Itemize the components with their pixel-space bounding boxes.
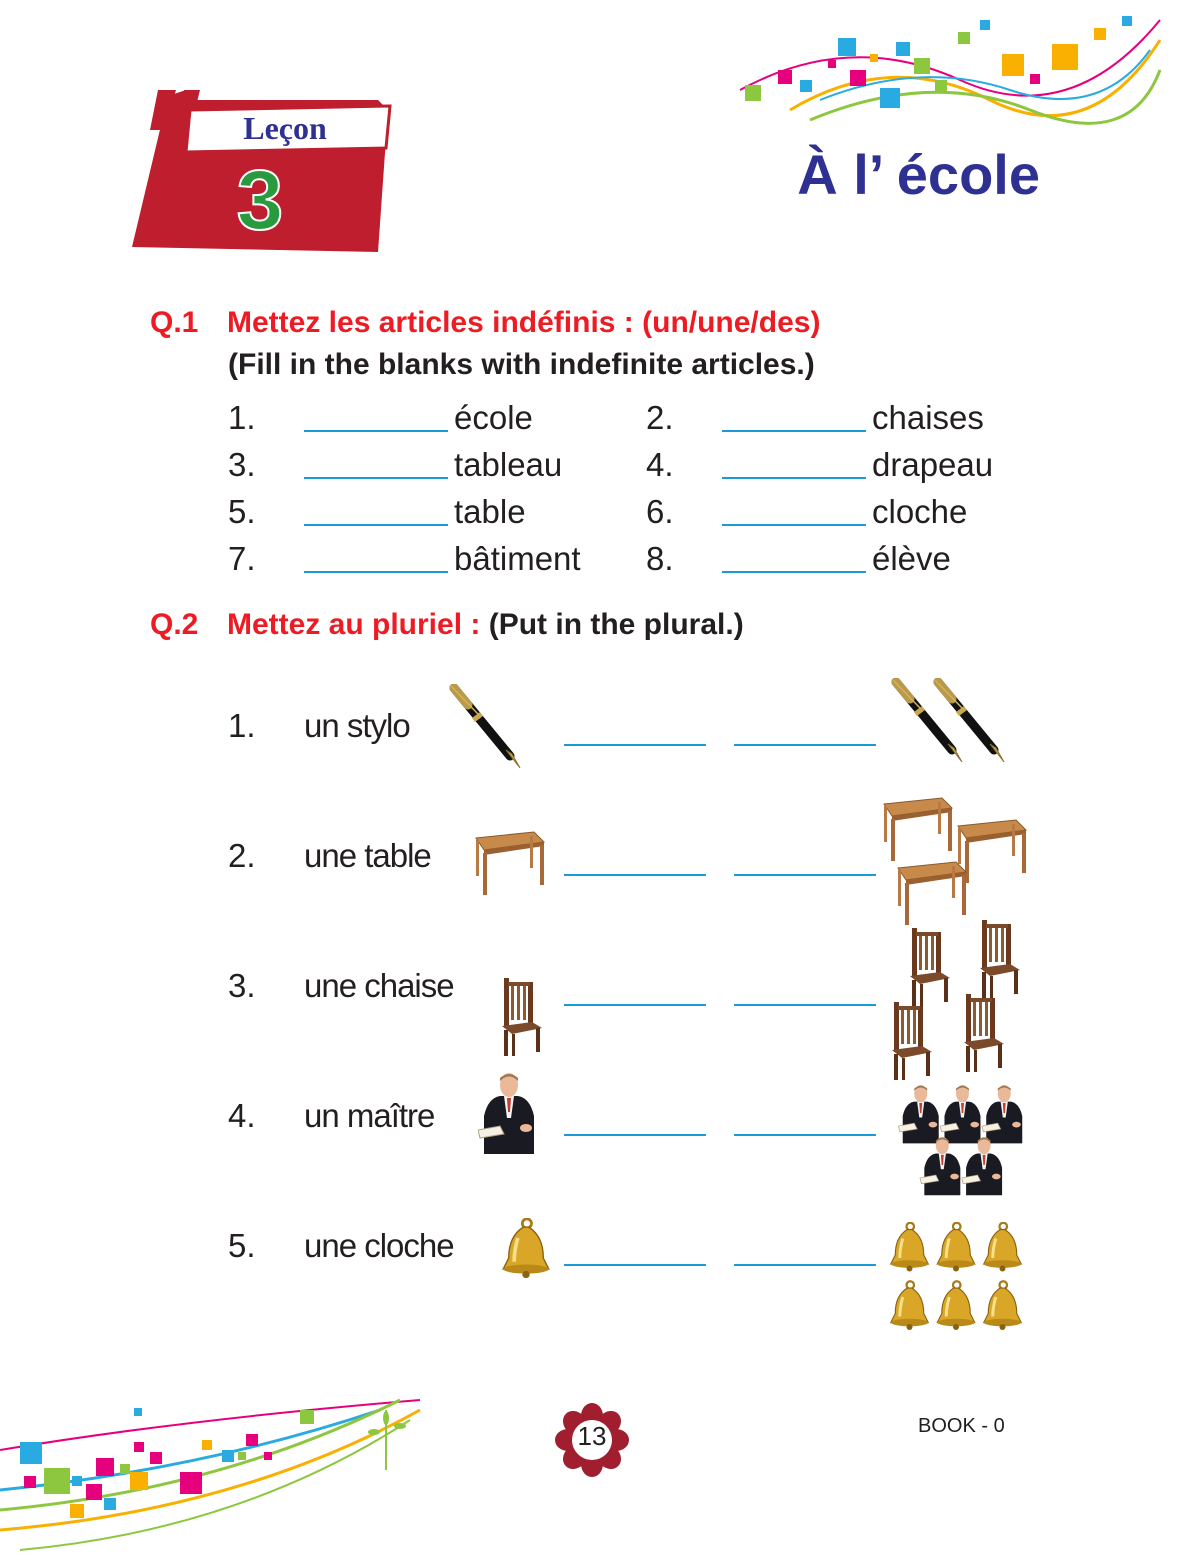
q1-item-word: école (454, 399, 533, 436)
q1-item-word: tableau (454, 446, 563, 483)
q2-answer-blank-noun[interactable] (734, 1004, 876, 1006)
bell-icon (496, 1218, 556, 1280)
q2-item-phrase: un maître (304, 1097, 435, 1134)
q1-item-number: 6. (646, 493, 674, 530)
q1-item (646, 443, 1036, 487)
q1-item-number: 3. (228, 446, 256, 483)
q2-number: Q.2 (150, 608, 199, 641)
q2-answer-blank-noun[interactable] (734, 744, 876, 746)
q1-item-number: 7. (228, 540, 256, 577)
page-title: À l’ école (797, 143, 1040, 206)
decorative-confetti-top (730, 10, 1170, 130)
q2-instruction-fr: Mettez au pluriel : (227, 608, 481, 641)
q1-answer-blank[interactable] (304, 430, 448, 432)
q2-answer-blank-article[interactable] (564, 744, 706, 746)
q1-item-number: 8. (646, 540, 674, 577)
q2-item-phrase: une chaise (304, 967, 454, 1004)
bells-plural-icon (886, 1222, 1026, 1336)
q2-answer-blank-noun[interactable] (734, 1264, 876, 1266)
q2-item-number: 1. (228, 707, 256, 744)
q1-item (228, 537, 618, 581)
table-icon (470, 830, 546, 896)
q2-answer-blank-article[interactable] (564, 1134, 706, 1136)
q1-item-word: drapeau (872, 446, 994, 483)
q1-item (228, 443, 618, 487)
pens-plural-icon (890, 678, 1010, 764)
q2-instruction-en: (Put in the plural.) (488, 608, 744, 641)
q2-answer-blank-noun[interactable] (734, 1134, 876, 1136)
chairs-plural-icon (886, 918, 1028, 1084)
q2-answer-blank-article[interactable] (564, 1264, 706, 1266)
q1-item (228, 490, 618, 534)
lesson-label: Leçon (243, 110, 327, 146)
q1-answer-blank[interactable] (304, 524, 448, 526)
q1-item-number: 2. (646, 399, 674, 436)
q1-item-word: cloche (872, 493, 968, 530)
teachers-plural-icon (884, 1080, 1034, 1208)
q1-answer-blank[interactable] (304, 477, 448, 479)
q1-item-word: table (454, 493, 526, 530)
q1-item (646, 537, 1036, 581)
q1-instruction-en: (Fill in the blanks with indefinite articles.) (228, 348, 815, 381)
tables-plural-icon (878, 796, 1028, 926)
q2-heading (150, 606, 1050, 646)
q2-item-number: 4. (228, 1097, 256, 1134)
q1-item-word: élève (872, 540, 951, 577)
teacher-icon (478, 1072, 544, 1158)
q2-item-phrase: une cloche (304, 1227, 454, 1264)
q1-item-word: chaises (872, 399, 984, 436)
q1-item-word: bâtiment (454, 540, 581, 577)
q1-item-number: 4. (646, 446, 674, 483)
q1-item (646, 490, 1036, 534)
q2-item-number: 2. (228, 837, 256, 874)
q2-instruction (227, 606, 744, 644)
page-number: 13 (577, 1421, 607, 1451)
lesson-number: 3 (236, 153, 284, 247)
q1-answer-blank[interactable] (722, 477, 866, 479)
q2-item-number: 3. (228, 967, 256, 1004)
q2-item-phrase: une table (304, 837, 431, 874)
pen-icon (448, 684, 524, 770)
q2-item-phrase: un stylo (304, 707, 410, 744)
q1-item (228, 396, 618, 440)
book-label: BOOK - 0 (918, 1415, 1005, 1437)
q1-item-number: 5. (228, 493, 256, 530)
q1-item (646, 396, 1036, 440)
q1-number: Q.1 (150, 306, 199, 339)
decorative-confetti-bottom (0, 1380, 440, 1563)
q2-answer-blank-article[interactable] (564, 1004, 706, 1006)
q1-item-number: 1. (228, 399, 256, 436)
q1-instruction-fr: Mettez les articles indéfinis : (un/une/des) (227, 306, 821, 339)
q2-answer-blank-noun[interactable] (734, 874, 876, 876)
q1-answer-blank[interactable] (722, 571, 866, 573)
q1-answer-blank[interactable] (304, 571, 448, 573)
q1-answer-blank[interactable] (722, 430, 866, 432)
q2-answer-blank-article[interactable] (564, 874, 706, 876)
chair-icon (496, 976, 546, 1060)
q1-heading (150, 304, 1050, 344)
q2-item-number: 5. (228, 1227, 256, 1264)
q1-answer-blank[interactable] (722, 524, 866, 526)
